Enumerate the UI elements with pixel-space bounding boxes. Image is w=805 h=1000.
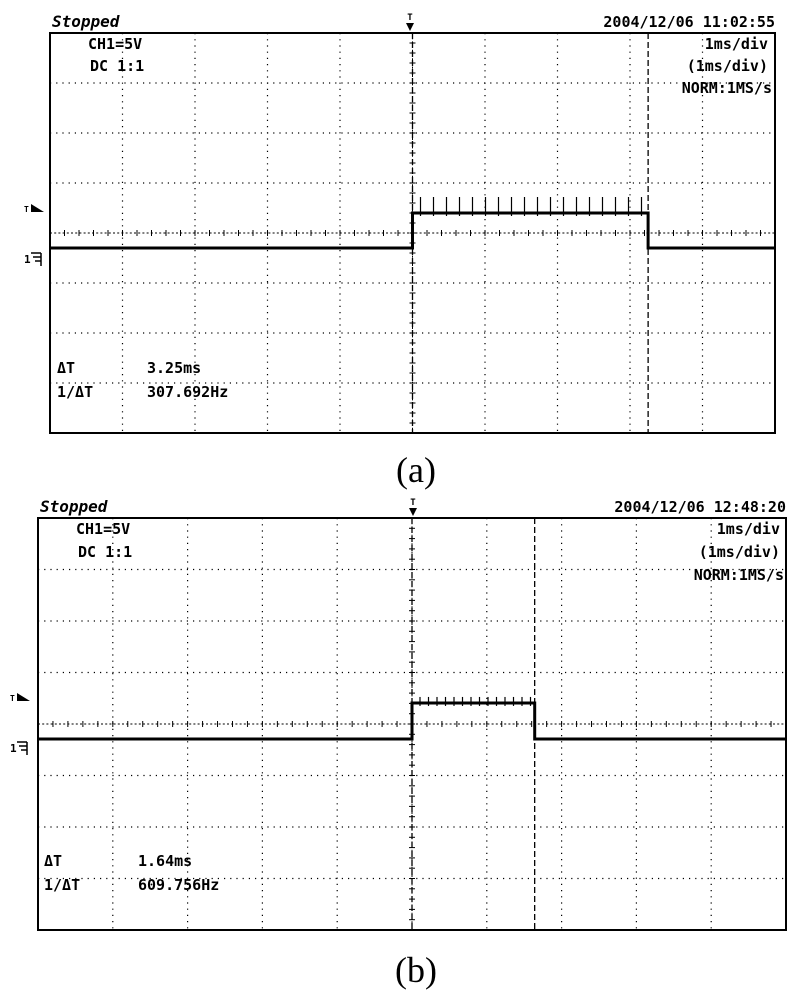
waveform-trace [38,703,786,739]
inv-delta-t-value: 307.692Hz [147,383,229,401]
channel-label: CH1=5V [88,35,143,53]
trigger-marker-icon: T [410,498,416,508]
acq-mode-label: NORM:1MS/s [693,566,784,584]
ground-icon [17,742,27,755]
inv-delta-t-label: 1/ΔT [44,876,81,894]
panel-a [24,12,775,490]
status-label: Stopped [40,497,108,516]
inv-delta-t-label: 1/ΔT [57,383,94,401]
inv-delta-t-value: 609.756Hz [138,876,220,894]
delta-t-value: 1.64ms [138,852,193,870]
trigger-arrow-icon [406,23,414,31]
trigger-arrow-icon [409,508,417,516]
trigger-level-icon [17,693,30,701]
channel-label: CH1=5V [76,520,131,538]
panel-caption: (a) [396,450,436,490]
delta-t-label: ΔT [44,852,63,870]
timebase-label: 1ms/div [704,35,768,53]
delta-t-value: 3.25ms [147,359,202,377]
ground-marker: 1 [10,742,17,755]
waveform-trace [50,213,775,248]
datetime-label: 2004/12/06 12:48:20 [614,498,786,516]
timebase-sub-label: (1ms/div) [698,543,780,561]
status-label: Stopped [52,12,120,31]
timebase-sub-label: (1ms/div) [686,57,768,75]
trigger-level-marker: T [10,694,15,703]
trigger-level-marker: T [24,205,29,214]
timebase-label: 1ms/div [716,520,780,538]
trigger-marker-icon: T [407,13,413,23]
coupling-label: DC 1:1 [90,57,145,75]
datetime-label: 2004/12/06 11:02:55 [603,13,775,31]
ringing-marks [420,697,531,706]
ground-icon [31,253,41,266]
coupling-label: DC 1:1 [78,543,133,561]
panel-b [10,497,786,990]
panel-caption: (b) [395,950,437,990]
ground-marker: 1 [24,253,31,266]
acq-mode-label: NORM:1MS/s [681,79,772,97]
delta-t-label: ΔT [57,359,76,377]
trigger-level-icon [31,204,44,212]
